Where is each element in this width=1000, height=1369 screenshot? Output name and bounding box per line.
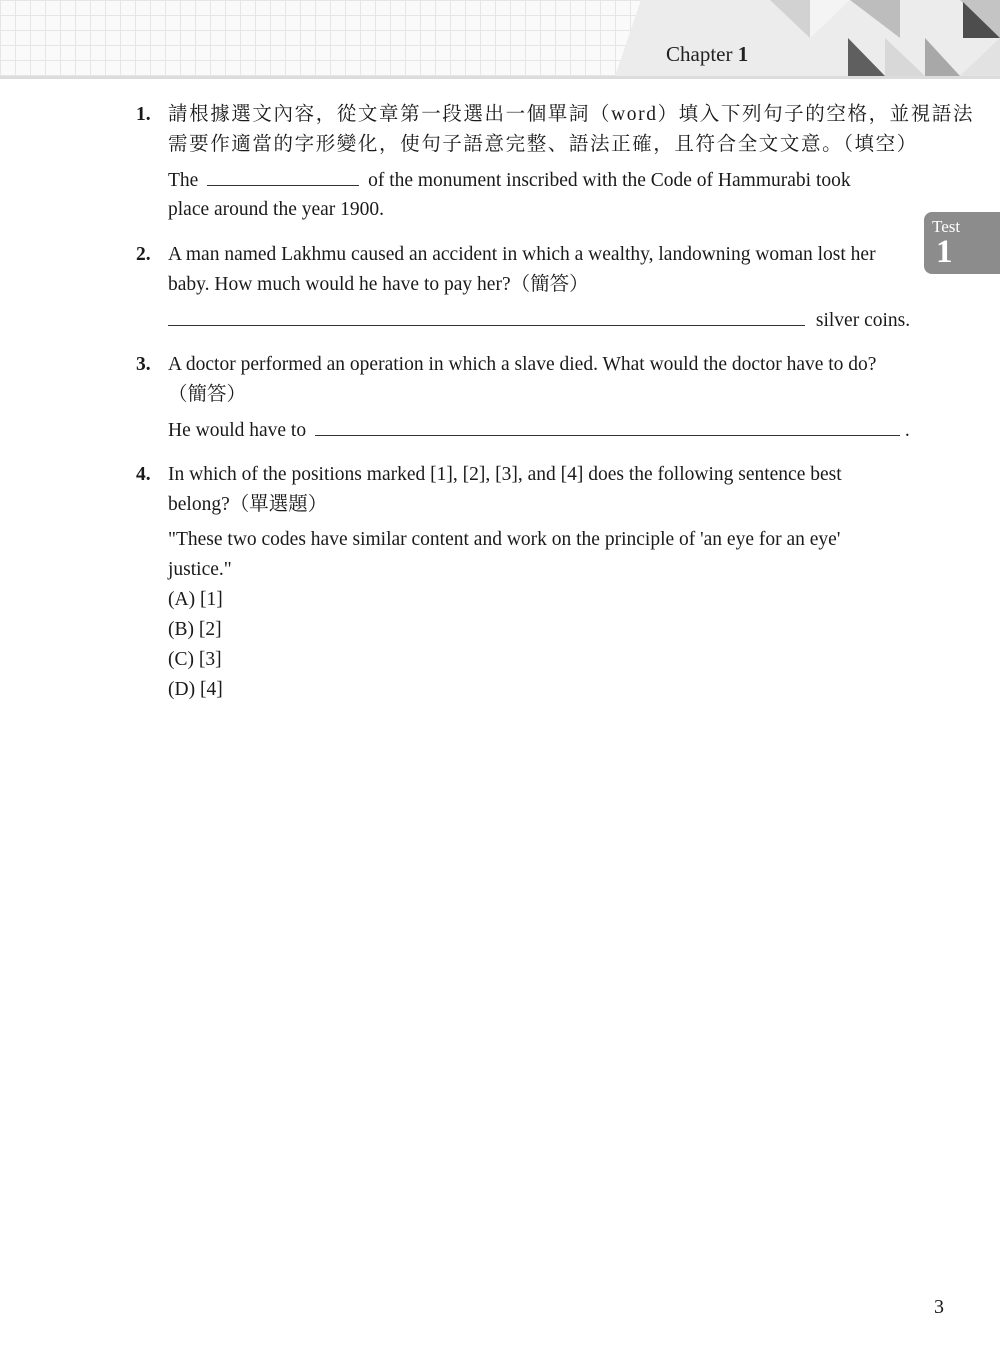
question-prompt-line: baby. How much would he have to pay her?（簡答）	[168, 274, 589, 295]
answer-blank[interactable]	[207, 165, 359, 186]
question-number: 4.	[136, 464, 151, 485]
header-rule	[0, 76, 1000, 79]
answer-blank[interactable]	[168, 305, 805, 326]
header-triangles-decoration	[0, 0, 1000, 80]
question-prompt-line: A doctor performed an operation in which a slave died. What would the doctor have to do?	[168, 354, 877, 375]
answer-line	[168, 165, 851, 196]
question-number: 2.	[136, 244, 151, 265]
answer-text: of the monument inscribed with the Code of Hammurabi took	[368, 170, 851, 191]
answer-option-b[interactable]: (B) [2]	[168, 619, 222, 640]
question-prompt-line: belong?（單選題）	[168, 494, 328, 515]
question-prompt-line: 請根據選文內容，從文章第一段選出一個單詞（word）填入下列句子的空格，並視語法	[168, 104, 975, 125]
answer-line	[168, 415, 910, 446]
answer-text: He would have to	[168, 420, 307, 441]
chapter-number: 1	[737, 42, 749, 66]
answer-text: silver coins.	[815, 310, 911, 331]
question-prompt-line: In which of the positions marked [1], [2], [3], and [4] does the following sentence best	[168, 464, 842, 485]
answer-option-a[interactable]: (A) [1]	[168, 589, 223, 610]
answer-option-d[interactable]: (D) [4]	[168, 679, 223, 700]
answer-line	[168, 305, 910, 336]
test-side-tab	[924, 212, 1000, 274]
answer-line: place around the year 1900.	[168, 199, 385, 220]
quoted-sentence-line: "These two codes have similar content and work on the principle of 'an eye for an eye'	[168, 529, 841, 550]
tab-number: 1	[936, 234, 953, 270]
chapter-label: Chapter	[666, 42, 733, 66]
answer-blank[interactable]	[315, 415, 900, 436]
answer-text: .	[904, 420, 910, 441]
answer-option-c[interactable]: (C) [3]	[168, 649, 222, 670]
quoted-sentence-line: justice."	[168, 559, 232, 580]
page-number: 3	[934, 1296, 944, 1318]
question-number: 3.	[136, 354, 151, 375]
question-prompt-line: A man named Lakhmu caused an accident in which a wealthy, landowning woman lost her	[168, 244, 876, 265]
question-prompt-line: 需要作適當的字形變化，使句子語意完整、語法正確，且符合全文文意。（填空）	[168, 134, 918, 155]
tab-label: Test	[932, 217, 961, 236]
question-number: 1.	[136, 104, 151, 125]
answer-text: The	[168, 170, 199, 191]
question-prompt-line: （簡答）	[168, 384, 247, 405]
chapter-title	[666, 42, 748, 67]
